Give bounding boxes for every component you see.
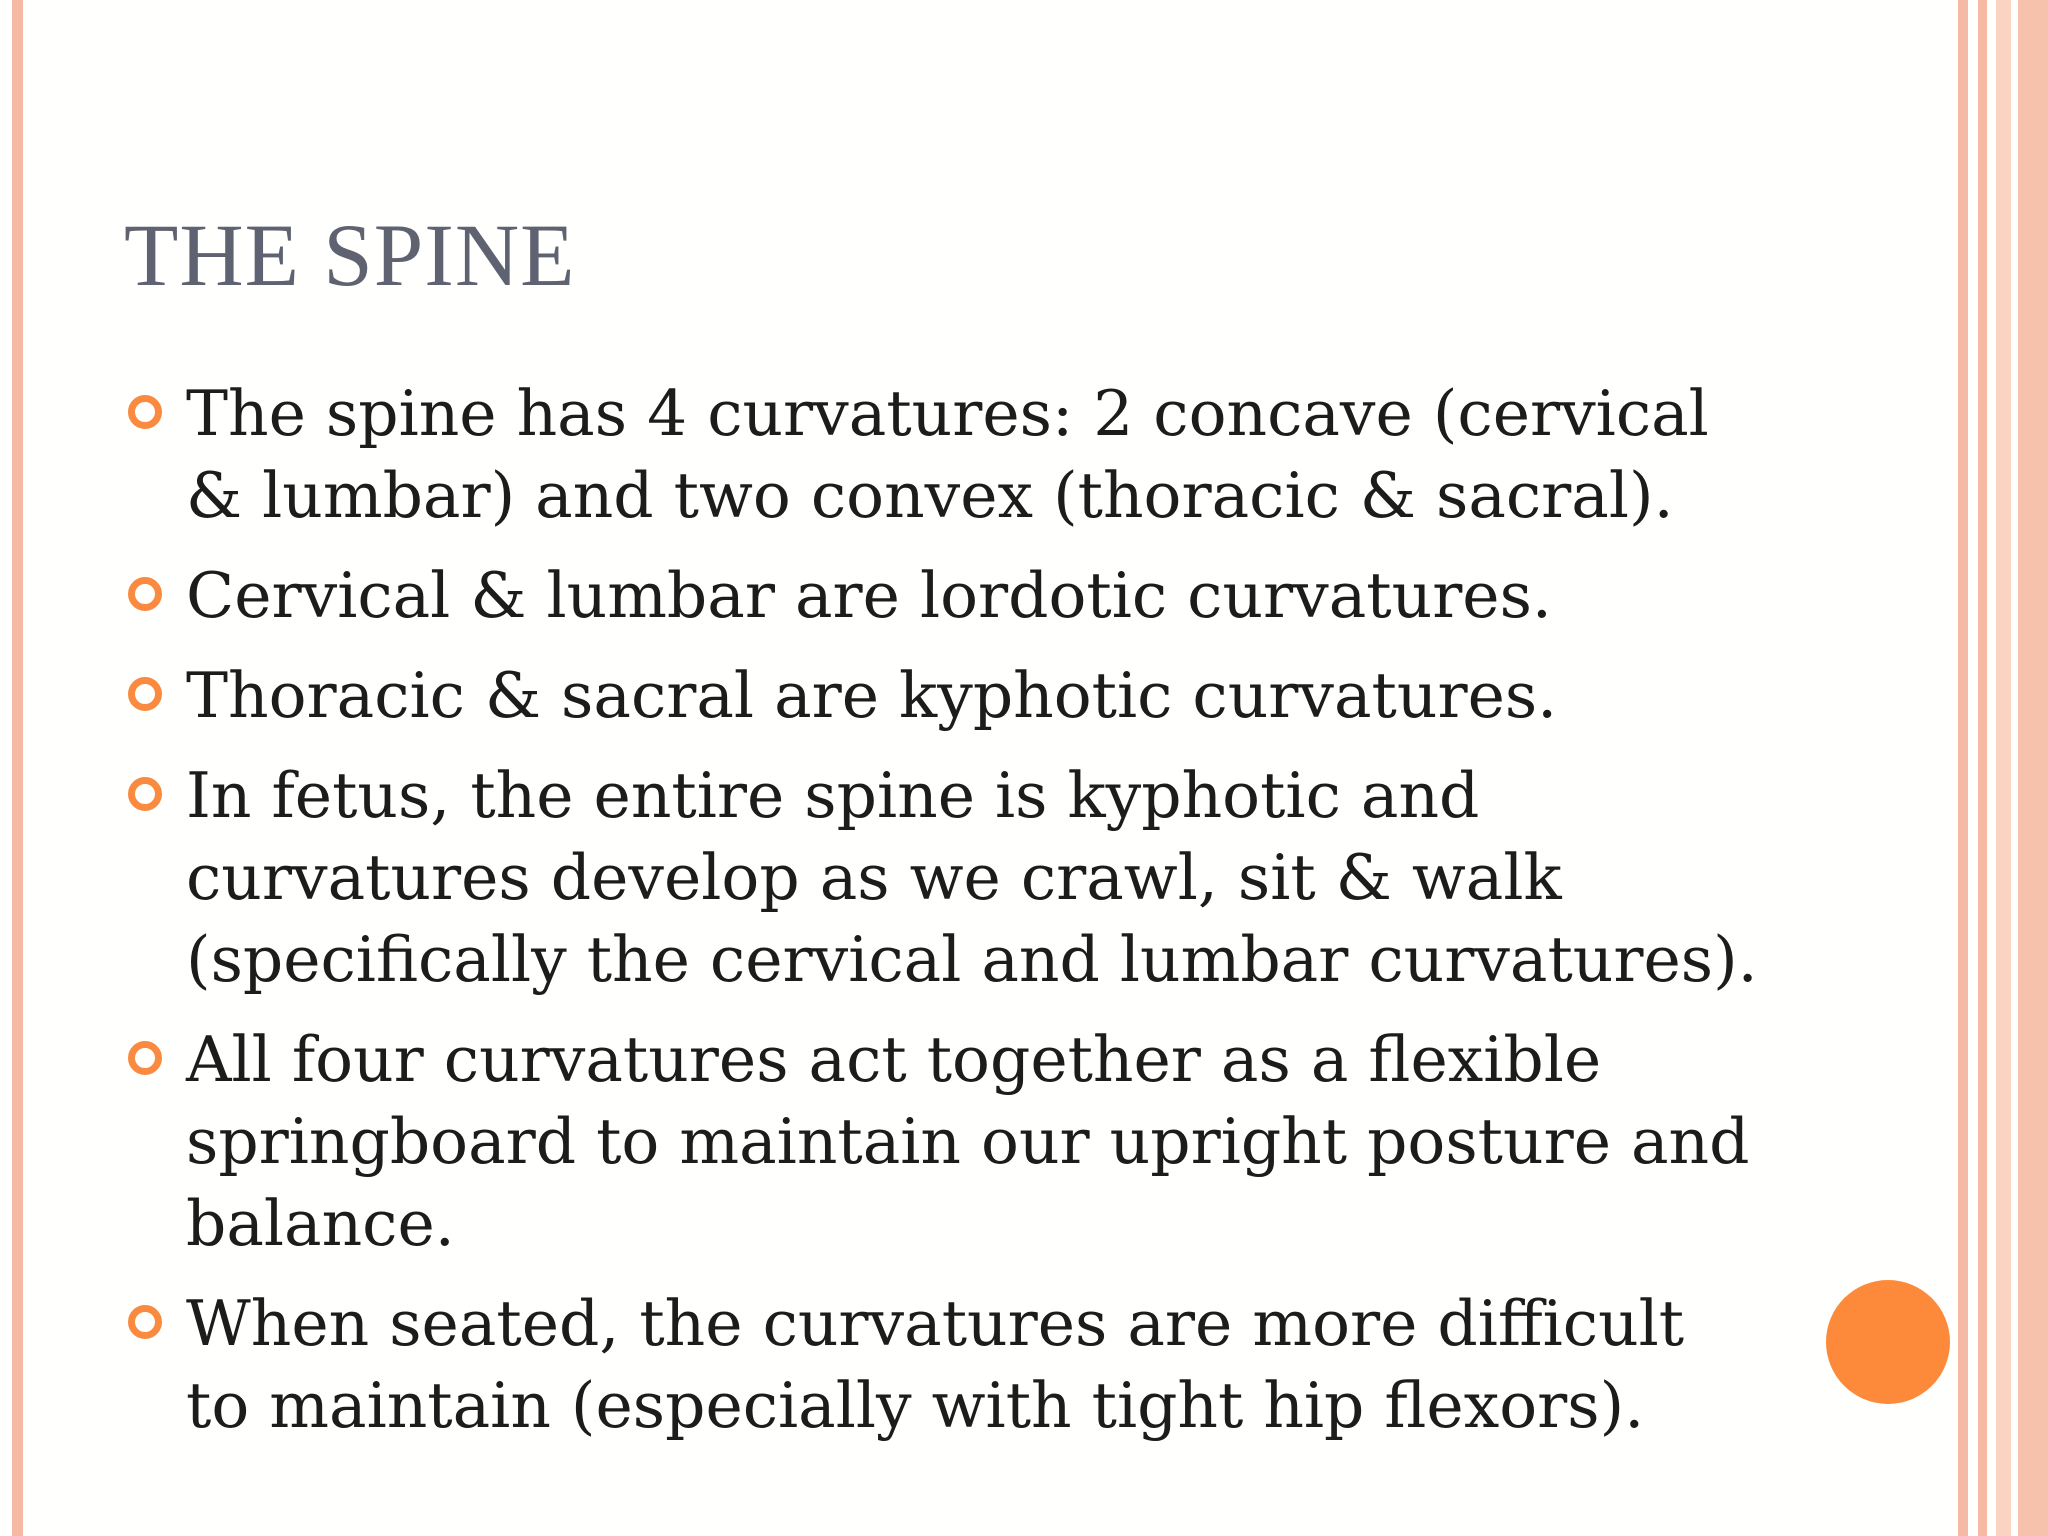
bullet-item <box>124 1283 1764 1447</box>
circle-bullet-icon <box>128 677 162 711</box>
bullet-item <box>124 373 1764 537</box>
orange-dot-icon <box>1826 1280 1950 1404</box>
circle-bullet-icon <box>128 577 162 611</box>
right-border-stripe <box>1996 0 2011 1536</box>
bullet-text: Cervical & lumbar are lordotic curvatures. <box>186 559 1552 632</box>
bullet-text: The spine has 4 curvatures: 2 concave (cervical & lumbar) and two convex (thoracic & sacral). <box>186 377 1709 532</box>
slide-title: THE SPINE <box>124 207 576 305</box>
bullet-item <box>124 755 1764 1001</box>
circle-bullet-icon <box>128 1041 162 1075</box>
left-border-stripe <box>12 0 23 1536</box>
bullet-item <box>124 555 1764 637</box>
bullet-text: In fetus, the entire spine is kyphotic and curvatures develop as we crawl, sit & walk (specifically the cervical and lumbar curvatures). <box>186 759 1758 996</box>
bullet-text: When seated, the curvatures are more difficult to maintain (especially with tight hip flexors). <box>186 1287 1685 1442</box>
bullet-item <box>124 655 1764 737</box>
bullet-text: All four curvatures act together as a flexible springboard to maintain our upright posture and balance. <box>186 1023 1750 1260</box>
right-border-stripe <box>1978 0 1987 1536</box>
bullet-item <box>124 1019 1764 1265</box>
right-border-stripe <box>1958 0 1968 1536</box>
bullet-list <box>124 373 1764 1465</box>
circle-bullet-icon <box>128 777 162 811</box>
right-border-stripe <box>2018 0 2048 1536</box>
circle-bullet-icon <box>128 1305 162 1339</box>
bullet-text: Thoracic & sacral are kyphotic curvatures. <box>186 659 1558 732</box>
circle-bullet-icon <box>128 395 162 429</box>
